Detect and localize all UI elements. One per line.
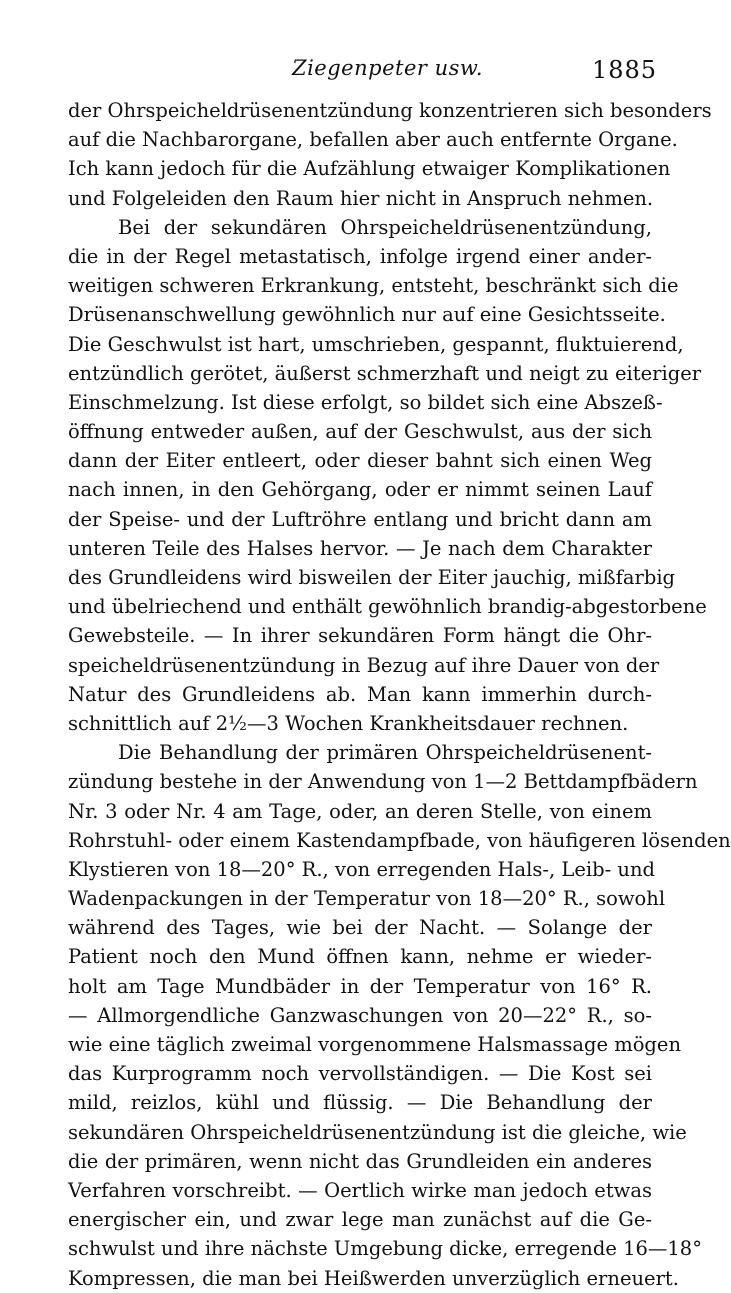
text-line: Wadenpackungen in der Temperatur von 18—20° R., sowohl [68, 887, 666, 911]
text-line: Kompressen, die man bei Heißwerden unverzüglich erneuert. [68, 1266, 679, 1290]
text-line: sekundären Ohrspeicheldrüsenentzündung ist die gleiche, wie [68, 1120, 687, 1144]
text-line: Nr. 3 oder Nr. 4 am Tage, oder, an deren Stelle, von einem [68, 799, 652, 823]
running-head: Ziegenpeter usw. [292, 56, 484, 80]
text-line: schnittlich auf 2½—3 Wochen Krankheitsdauer rechnen. [68, 711, 629, 735]
text-line: Rohrstuhl- oder einem Kastendampfbade, von häufigeren lösenden [68, 828, 731, 852]
text-line: Verfahren vorschreibt. — Oertlich wirke man jedoch etwas [68, 1178, 652, 1202]
page-header [0, 50, 701, 84]
text-line: Die Geschwulst ist hart, umschrieben, gespannt, fluktuierend, [68, 332, 684, 356]
body-text [68, 96, 731, 1293]
text-line: das Kurprogramm noch vervollständigen. — Die Kost sei [68, 1062, 652, 1086]
text-line: öffnung entweder außen, auf der Geschwulst, aus der sich [68, 420, 652, 444]
text-line: die in der Regel metastatisch, infolge irgend einer ander- [68, 244, 652, 268]
text-line: dann der Eiter entleert, oder dieser bahnt sich einen Weg [68, 449, 652, 473]
text-line: Gewebsteile. — In ihrer sekundären Form hängt die Ohr- [68, 624, 652, 648]
text-line: auf die Nachbarorgane, befallen aber auch entfernte Organe. [68, 128, 678, 152]
text-line: Patient noch den Mund öffnen kann, nehme er wieder- [68, 945, 652, 969]
text-line: zündung bestehe in der Anwendung von 1—2 Bettdampfbädern [68, 770, 698, 794]
text-line: — Allmorgendliche Ganzwaschungen von 20—22° R., so- [68, 1003, 652, 1027]
text-line: des Grundleidens wird bisweilen der Eiter jauchig, mißfarbig [68, 566, 676, 589]
text-line: der Speise- und der Luftröhre entlang und bricht dann am [68, 507, 652, 531]
text-line: die der primären, wenn nicht das Grundleiden ein anderes [68, 1149, 652, 1173]
text-line: Einschmelzung. Ist diese erfolgt, so bildet sich eine Abszeß- [68, 390, 663, 414]
text-line: der Ohrspeicheldrüsenentzündung konzentrieren sich besonders [68, 99, 712, 122]
text-line: unteren Teile des Halses hervor. — Je nach dem Charakter [68, 536, 652, 560]
text-line: Ich kann jedoch für die Aufzählung etwaiger Komplikationen [68, 157, 671, 181]
text-line: Die Behandlung der primären Ohrspeicheldrüsenent- [118, 741, 652, 765]
text-line: wie eine täglich zweimal vorgenommene Halsmassage mögen [68, 1033, 682, 1056]
text-line: Bei der sekundären Ohrspeicheldrüsenentzündung, [118, 215, 652, 239]
text-line: mild, reizlos, kühl und flüssig. — Die Behandlung der [68, 1091, 652, 1115]
text-line: und übelriechend und enthält gewöhnlich brandig-abgestorbene [68, 595, 707, 619]
text-line: schwulst und ihre nächste Umgebung dicke, erregende 16—18° [68, 1237, 702, 1261]
text-line: weitigen schweren Erkrankung, entsteht, beschränkt sich die [68, 274, 679, 298]
page-number: 1885 [592, 56, 658, 84]
text-line: speicheldrüsenentzündung in Bezug auf ihre Dauer von der [68, 653, 660, 677]
text-line: Klystieren von 18—20° R., von erregenden Hals-, Leib- und [68, 857, 655, 881]
text-line: energischer ein, und zwar lege man zunächst auf die Ge- [68, 1208, 652, 1232]
text-line: Drüsenanschwellung gewöhnlich nur auf eine Gesichtsseite. [68, 303, 666, 327]
text-line: Natur des Grundleidens ab. Man kann immerhin durch- [68, 682, 652, 706]
text-line: während des Tages, wie bei der Nacht. — Solange der [68, 916, 652, 940]
text-line: holt am Tage Mundbäder in der Temperatur von 16° R. [68, 974, 652, 998]
text-line: nach innen, in den Gehörgang, oder er nimmt seinen Lauf [68, 478, 652, 502]
text-line: entzündlich gerötet, äußerst schmerzhaft und neigt zu eiteriger [68, 361, 702, 385]
text-line: und Folgeleiden den Raum hier nicht in Anspruch nehmen. [68, 186, 654, 210]
